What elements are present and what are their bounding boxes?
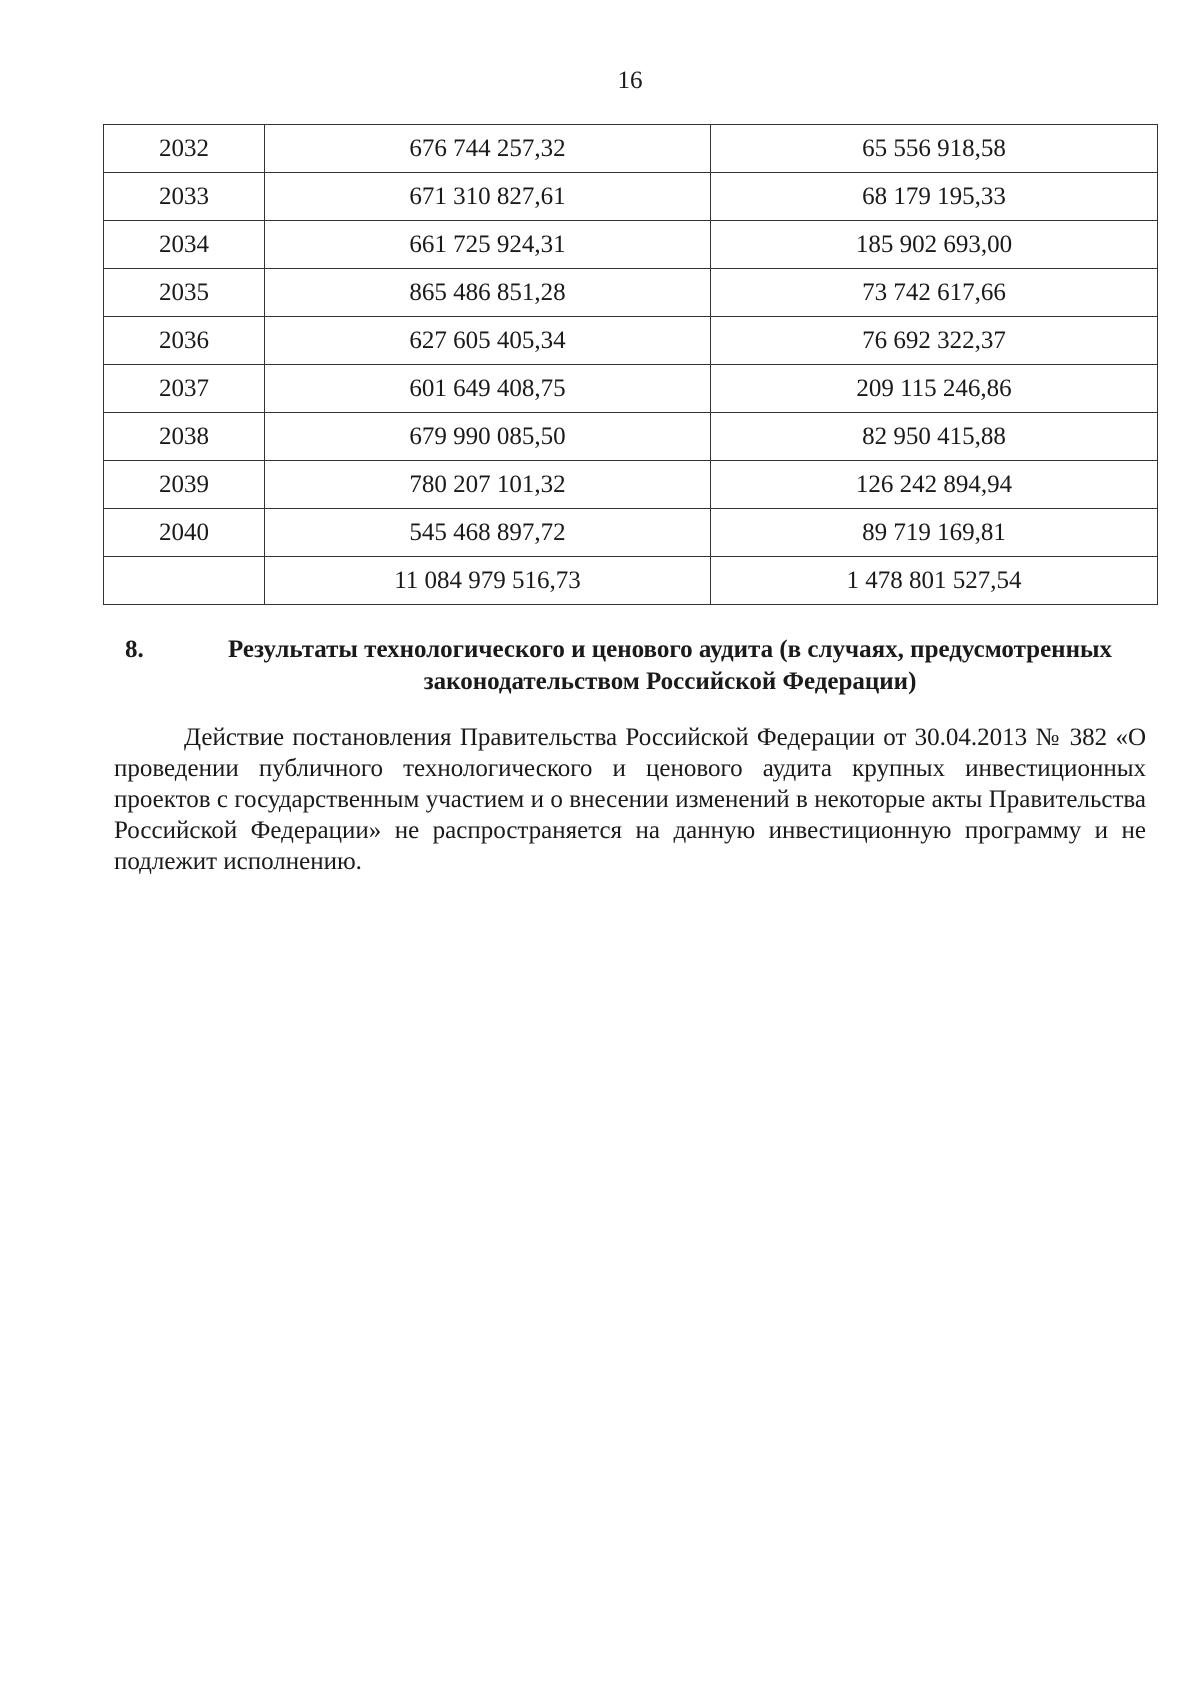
value1-cell: 601 649 408,75 (265, 365, 711, 413)
total-label-cell (104, 557, 265, 605)
table-row (104, 413, 1158, 461)
value2-cell: 65 556 918,58 (711, 125, 1158, 173)
page-number: 16 (617, 67, 643, 94)
year-cell: 2035 (104, 269, 265, 317)
table-row (104, 269, 1158, 317)
year-cell: 2034 (104, 221, 265, 269)
total-value1-cell: 11 084 979 516,73 (265, 557, 711, 605)
table-row (104, 509, 1158, 557)
financing-table (103, 124, 1158, 605)
year-cell: 2040 (104, 509, 265, 557)
table-row (104, 221, 1158, 269)
value2-cell: 73 742 617,66 (711, 269, 1158, 317)
value1-cell: 865 486 851,28 (265, 269, 711, 317)
value2-cell: 185 902 693,00 (711, 221, 1158, 269)
total-value2-cell: 1 478 801 527,54 (711, 557, 1158, 605)
value2-cell: 126 242 894,94 (711, 461, 1158, 509)
table-row (104, 461, 1158, 509)
table-row (104, 173, 1158, 221)
year-cell: 2033 (104, 173, 265, 221)
table-row (104, 125, 1158, 173)
body-paragraph: Действие постановления Правительства Российской Федерации от 30.04.2013 № 382 «О проведении публичного технологического и ценового аудита крупных инвестиционных проектов с государственным участием и о внесении изменений в некоторые акты Правительства Российской Федерации» не распространяется на данную инвестиционную программу и не подлежит исполнению. (114, 724, 1146, 875)
value1-cell: 627 605 405,34 (265, 317, 711, 365)
value1-cell: 780 207 101,32 (265, 461, 711, 509)
value2-cell: 76 692 322,37 (711, 317, 1158, 365)
year-cell: 2038 (104, 413, 265, 461)
value2-cell: 68 179 195,33 (711, 173, 1158, 221)
year-cell: 2032 (104, 125, 265, 173)
value2-cell: 89 719 169,81 (711, 509, 1158, 557)
table-row (104, 317, 1158, 365)
value1-cell: 545 468 897,72 (265, 509, 711, 557)
year-cell: 2039 (104, 461, 265, 509)
section-number: 8. (125, 636, 144, 663)
value1-cell: 661 725 924,31 (265, 221, 711, 269)
table-row (104, 365, 1158, 413)
year-cell: 2037 (104, 365, 265, 413)
value2-cell: 82 950 415,88 (711, 413, 1158, 461)
value2-cell: 209 115 246,86 (711, 365, 1158, 413)
value1-cell: 671 310 827,61 (265, 173, 711, 221)
value1-cell: 676 744 257,32 (265, 125, 711, 173)
section-heading (125, 634, 1145, 698)
total-row (104, 557, 1158, 605)
section-title: Результаты технологического и ценового аудита (в случаях, предусмотренных законодательством Российской Федерации) (227, 636, 1113, 695)
financing-table-body (104, 125, 1158, 605)
year-cell: 2036 (104, 317, 265, 365)
value1-cell: 679 990 085,50 (265, 413, 711, 461)
